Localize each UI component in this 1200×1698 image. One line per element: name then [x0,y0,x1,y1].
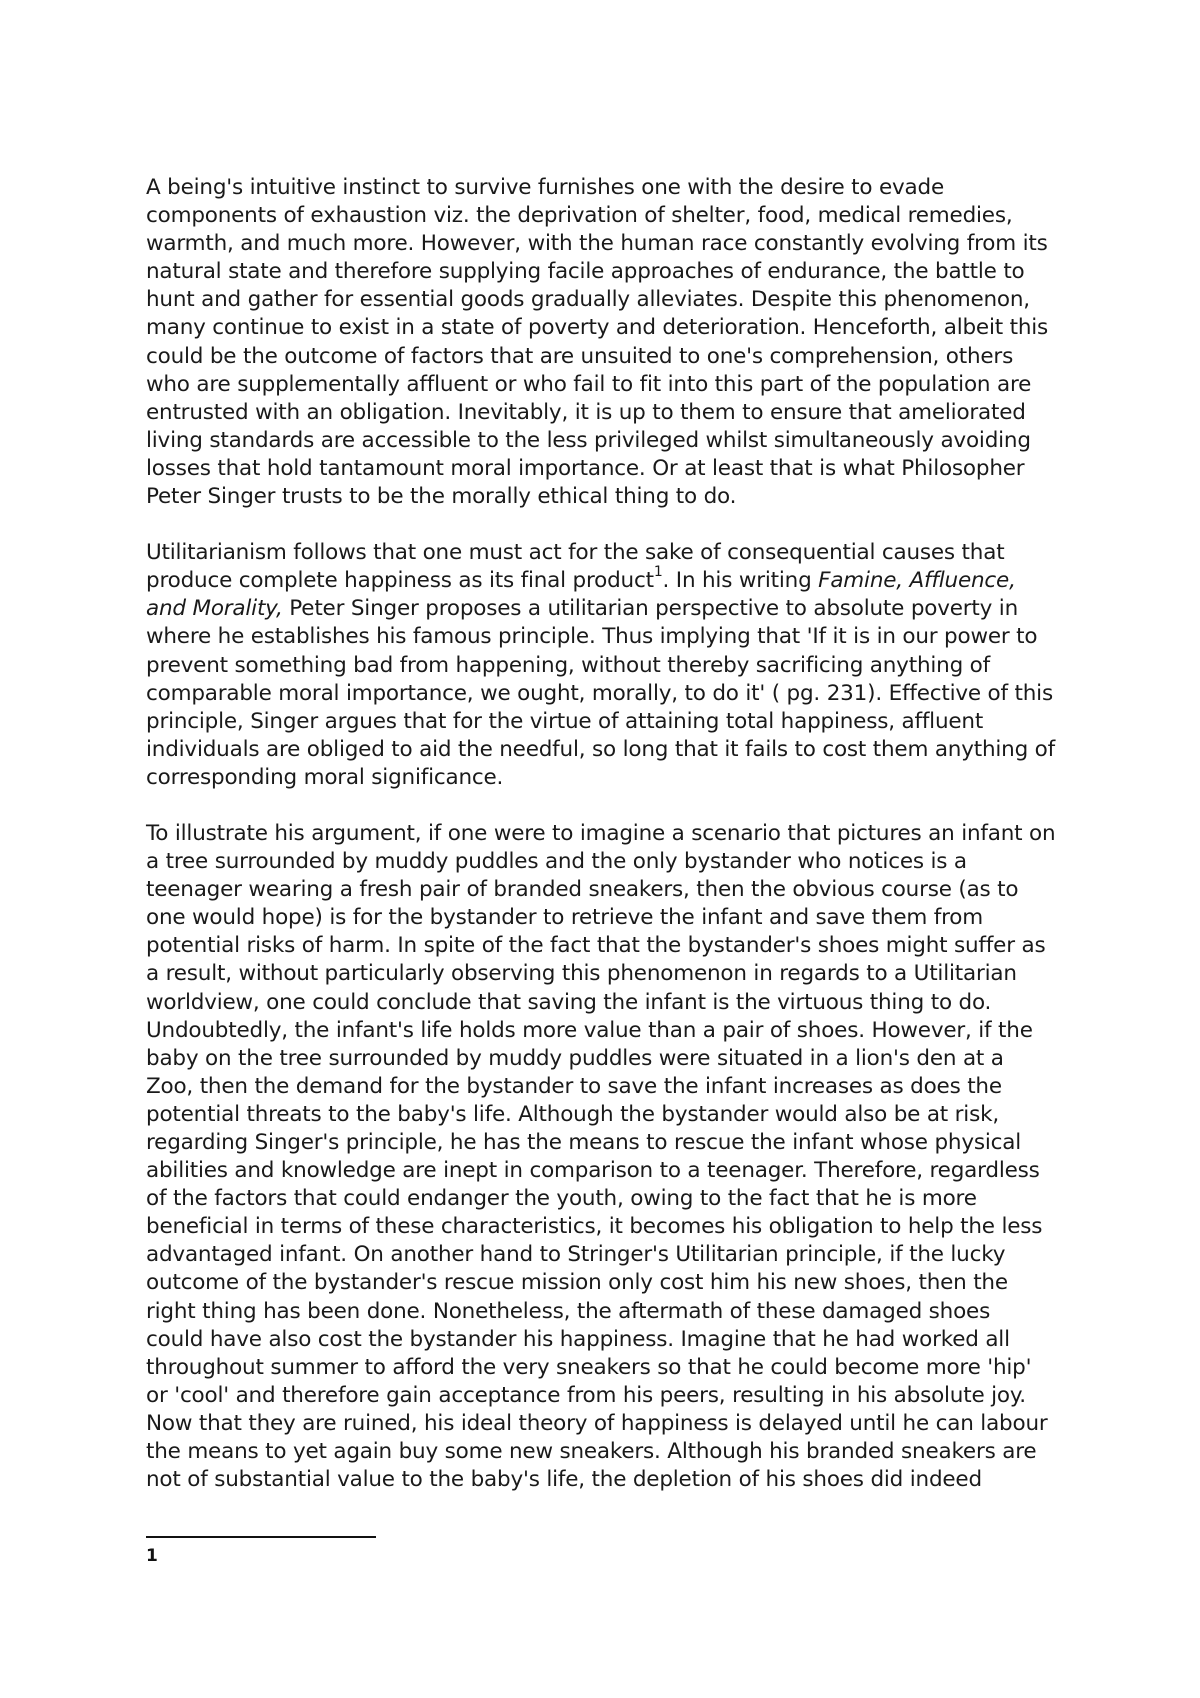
text-line: could be the outcome of factors that are unsuited to one's comprehension, others [146,343,1014,369]
text-line: one would hope) is for the bystander to retrieve the infant and save them from [146,905,983,931]
text-line: Now that they are ruined, his ideal theory of happiness is delayed until he can labour [146,1410,1048,1436]
work-title: and Morality, [146,596,283,622]
text-line: or 'cool' and therefore gain acceptance from his peers, resulting in his absolute joy. [146,1382,1026,1408]
text-line [146,564,1071,595]
text-line: right thing has been done. Nonetheless, the aftermath of these damaged shoes [146,1298,991,1324]
text-line: warmth, and much more. However, with the human race constantly evolving from its [146,231,1048,257]
text-line: could have also cost the bystander his happiness. Imagine that he had worked all [146,1326,1010,1352]
text-line: hunt and gather for essential goods gradually alleviates. Despite this phenomenon, [146,287,1030,313]
work-title: Famine, Affluence, [818,568,1016,594]
text-line: of the factors that could endanger the youth, owing to the fact that he is more [146,1186,977,1212]
text-line: principle, Singer argues that for the virtue of attaining total happiness, affluent [146,708,984,734]
text-line: individuals are obliged to aid the needful, so long that it fails to cost them anything of [146,736,1056,762]
text-line: components of exhaustion viz. the deprivation of shelter, food, medical remedies, [146,203,1013,229]
text-line: worldview, one could conclude that saving the infant is the virtuous thing to do. [146,989,992,1015]
text-line: prevent something bad from happening, without thereby sacrificing anything of [146,652,990,678]
text-line: living standards are accessible to the less privileged whilst simultaneously avoiding [146,427,1031,453]
text-line: who are supplementally affluent or who fail to fit into this part of the population are [146,371,1032,397]
text-line: To illustrate his argument, if one were to imagine a scenario that pictures an infant on [146,820,1056,846]
text-line: A being's intuitive instinct to survive furnishes one with the desire to evade [146,175,944,200]
text-line: entrusted with an obligation. Inevitably, it is up to them to ensure that ameliorated [146,399,1026,425]
text-line: Undoubtedly, the infant's life holds more value than a pair of shoes. However, if the [146,1017,1033,1043]
text-line: Peter Singer trusts to be the morally ethical thing to do. [146,484,737,510]
text-run: . In his writing [662,568,819,594]
text-run: Peter Singer proposes a utilitarian perspective to absolute poverty in [282,596,1019,622]
text-line: comparable moral importance, we ought, morally, to do it' ( pg. 231). Effective of this [146,680,1053,706]
text-line: not of substantial value to the baby's life, the depletion of his shoes did indeed [146,1467,982,1493]
text-line: Zoo, then the demand for the bystander to save the infant increases as does the [146,1073,1002,1099]
paragraph-2 [146,539,1071,792]
text-line: throughout summer to afford the very sneakers so that he could become more 'hip' [146,1354,1032,1380]
paragraph-1 [146,174,1071,511]
text-line: natural state and therefore supplying facile approaches of endurance, the battle to [146,259,1025,285]
text-line: potential risks of harm. In spite of the fact that the bystander's shoes might suffer as [146,933,1046,959]
document-body [146,174,1071,1522]
footnote-separator [146,1536,376,1538]
text-line: losses that hold tantamount moral importance. Or at least that is what Philosopher [146,455,1025,481]
text-line [146,595,1071,623]
text-line: beneficial in terms of these characteristics, it becomes his obligation to help the less [146,1214,1043,1240]
text-line: corresponding moral significance. [146,764,504,790]
text-line: regarding Singer's principle, he has the means to rescue the infant whose physical [146,1130,1022,1155]
text-line: where he establishes his famous principle. Thus implying that 'If it is in our power to [146,624,1038,650]
text-line: potential threats to the baby's life. Although the bystander would also be at risk, [146,1101,999,1127]
paragraph-3 [146,820,1071,1494]
text-line: Utilitarianism follows that one must act for the sake of consequential causes that [146,540,1005,566]
text-line: the means to yet again buy some new sneakers. Although his branded sneakers are [146,1439,1037,1465]
text-line: advantaged infant. On another hand to Stringer's Utilitarian principle, if the lucky [146,1242,1006,1268]
footnote-number: 1 [146,1546,158,1566]
text-line: baby on the tree surrounded by muddy puddles were situated in a lion's den at a [146,1045,1004,1071]
text-line: outcome of the bystander's rescue mission only cost him his new shoes, then the [146,1270,1008,1296]
text-line: many continue to exist in a state of poverty and deterioration. Henceforth, albeit this [146,315,1049,341]
footnote-reference[interactable]: 1 [653,564,663,581]
text-line: teenager wearing a fresh pair of branded sneakers, then the obvious course (as to [146,877,1019,903]
text-line: a tree surrounded by muddy puddles and the only bystander who notices is a [146,849,967,875]
text-line: a result, without particularly observing this phenomenon in regards to a Utilitarian [146,961,1017,987]
text-run: produce complete happiness as its final product [146,568,654,594]
text-line: abilities and knowledge are inept in comparison to a teenager. Therefore, regardless [146,1158,1040,1184]
